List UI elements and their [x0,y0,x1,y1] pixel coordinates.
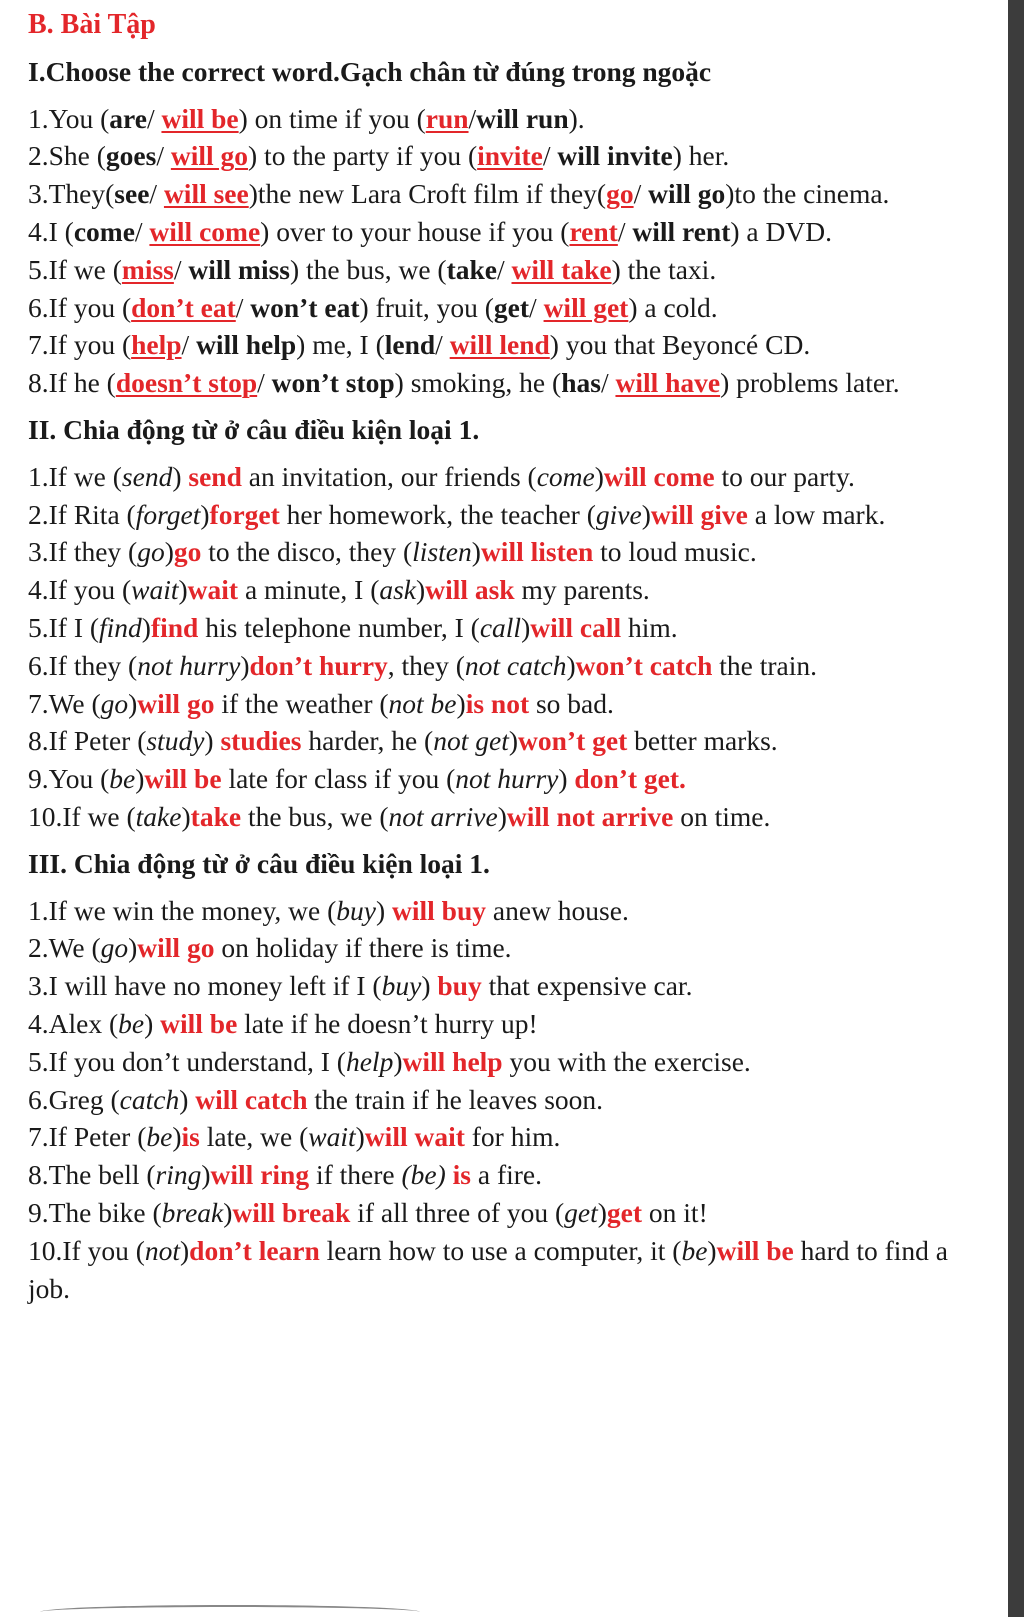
sentence-text: if there [309,1159,402,1191]
verb-hint: not catch [464,649,567,681]
option: get [493,291,530,323]
verb-hint: get [564,1196,598,1228]
sentence-text: 4.I ( [28,215,74,247]
answer: will listen [480,536,594,568]
verb-hint: be [681,1234,708,1266]
answer: will go [137,687,215,719]
list-item [28,289,948,327]
answer: studies [220,725,302,757]
section-2-list [28,458,948,836]
answer: will ask [425,574,515,606]
sentence-text: his telephone number, I ( [198,611,480,643]
sentence-text: ) [223,1196,233,1228]
list-item [28,722,948,760]
chosen-option: don’t eat [131,291,236,323]
verb-hint: send [121,460,173,492]
sentence-text: ) a cold. [628,291,718,323]
sentence-text: )the new Lara Croft film if they( [248,178,607,210]
sentence-text: on it! [642,1196,708,1228]
sentence-text: you with the exercise. [502,1045,751,1077]
sentence-text: / [617,215,633,247]
sentence-text: ) [178,574,188,606]
sentence-text: 8.The bell ( [28,1159,156,1191]
sentence-text: 5.If we ( [28,253,122,285]
sentence-text: 6.If they ( [28,649,138,681]
verb-hint: help [345,1045,394,1077]
list-item [28,458,948,496]
list-item [28,685,948,723]
verb-hint: call [479,611,522,643]
sentence-text: him. [621,611,678,643]
sentence-text: the bus, we ( [241,800,389,832]
sentence-text: / [633,178,649,210]
chosen-option: run [425,102,469,134]
verb-hint: ring [155,1159,202,1191]
option: will help [196,329,297,361]
sentence-text: ) the bus, we ( [290,253,447,285]
answer: find [150,611,199,643]
sentence-text: ) a DVD. [730,215,832,247]
list-item [28,1043,948,1081]
sentence-text: / [173,253,189,285]
sentence-text: 1.You ( [28,102,110,134]
verb-hint: ask [379,574,417,606]
sentence-text: ) problems later. [720,367,900,399]
answer: will break [232,1196,351,1228]
verb-hint: be [118,1007,145,1039]
sentence-text: 3.They( [28,178,115,210]
sentence-text: ) you that Beyoncé CD. [549,329,811,361]
sentence-text: ) [179,1083,196,1115]
verb-hint: go [137,536,165,568]
list-item [28,967,948,1005]
section-2-heading: II. Chia động từ ở câu điều kiện loại 1. [28,413,480,445]
chosen-option: will have [615,367,721,399]
verb-hint: be [146,1121,173,1153]
chosen-option: miss [121,253,174,285]
sentence-text: ) [144,1007,161,1039]
answer: buy [437,970,482,1002]
sentence-text: ) over to your house if you ( [260,215,570,247]
sentence-text: harder, he ( [301,725,434,757]
sentence-text: ) her. [672,140,730,172]
answer: is [181,1121,200,1153]
option: will invite [557,140,673,172]
sentence-text: ) me, I ( [296,329,385,361]
sentence-text: 6.Greg ( [28,1083,120,1115]
sentence-text: 2.If Rita ( [28,498,136,530]
sentence-text: a fire. [470,1159,542,1191]
sentence-text: ) [128,687,138,719]
answer: will come [603,460,715,492]
sentence-text: late, we ( [199,1121,309,1153]
answer: take [190,800,242,832]
sentence-text: ) [204,725,221,757]
list-item [28,1118,948,1156]
sentence-text: ) [594,460,604,492]
option: see [114,178,150,210]
answer: don’t get. [574,763,686,795]
sentence-text: / [134,215,150,247]
sentence-text: / [181,329,197,361]
sentence-text: ) [508,725,519,757]
sentence-text: ) fruit, you ( [359,291,494,323]
sentence-text: / [542,140,558,172]
page-title: B. Bài Tập [28,9,156,40]
sentence-text: ) [172,460,189,492]
list-item [28,175,948,213]
sentence-text: ) [181,800,191,832]
sentence-text: ) [521,611,531,643]
verb-hint: wait [308,1121,356,1153]
sentence-text: so bad. [529,687,614,719]
list-item [28,571,948,609]
sentence-text [446,1159,453,1190]
list-item [28,533,948,571]
sentence-text: ) [200,498,210,530]
list-item [28,760,948,798]
chosen-option: will see [163,178,249,210]
sentence-text: ) [141,611,151,643]
sentence-text: 9.You ( [28,763,110,795]
sentence-text: 4.If you ( [28,574,132,606]
sentence-text: 3.If they ( [28,536,138,568]
sentence-text: / [435,329,450,361]
list-item [28,1156,948,1194]
sentence-text: learn how to use a computer, it ( [319,1234,682,1266]
chosen-option: will lend [449,329,550,361]
section-1-list [28,100,948,402]
chosen-option: help [131,329,182,361]
option: won’t eat [250,291,360,323]
sentence-text: to loud music. [593,536,757,568]
section-3-heading: III. Chia động từ ở câu điều kiện loại 1. [28,847,490,879]
verb-hint: go [100,687,129,719]
sentence-text: / [496,253,512,285]
sentence-text: , they ( [387,649,465,681]
window-edge [1008,0,1024,1617]
sentence-text: / [156,140,171,172]
list-item [28,798,948,836]
list-item [28,251,948,289]
sentence-text: to the disco, they ( [201,536,413,568]
option: has [561,367,601,399]
sentence-text: the train. [712,649,818,681]
sentence-text: hard to find a job. [28,1234,948,1304]
sentence-text: a minute, I ( [238,574,380,606]
sentence-text: ) [558,763,575,795]
sentence-text: late if he doesn’t hurry up! [237,1007,538,1039]
sentence-text: 3.I will have no money left if I ( [28,970,382,1002]
verb-hint: catch [119,1083,180,1115]
sentence-text: ) [128,932,138,964]
verb-hint: come [536,460,595,492]
option: will go [648,178,726,210]
sentence-text: ). [568,102,585,134]
verb-hint: (be) [401,1159,446,1191]
list-item [28,326,948,364]
sentence-text: anew house. [486,894,629,926]
option: goes [105,140,157,172]
verb-hint: study [146,725,205,757]
list-item [28,609,948,647]
sentence-text: 2.We ( [28,932,101,964]
list-item [28,137,948,175]
answer: will ring [210,1159,310,1191]
option: lend [384,329,436,361]
list-item [28,1194,948,1232]
verb-hint: listen [412,536,472,568]
verb-hint: forget [135,498,201,530]
option: come [73,215,135,247]
answer: get [606,1196,643,1228]
answer: is [452,1159,471,1191]
list-item [28,647,948,685]
option: are [109,102,147,134]
sentence-text: ) [456,687,466,719]
sentence-text: ) [172,1121,182,1153]
chosen-option: will be [161,102,239,134]
chosen-option: will go [170,140,249,172]
sentence-text: 10.If we ( [28,800,136,832]
sentence-text: 2.She ( [28,140,106,172]
sentence-text: 7.If Peter ( [28,1121,147,1153]
sentence-text: ) [471,536,481,568]
sentence-text: 1.If we win the money, we ( [28,894,337,926]
sentence-text: her homework, the teacher ( [279,498,596,530]
verb-hint: give [595,498,642,530]
sentence-text: my parents. [514,574,650,606]
verb-hint: not hurry [137,649,241,681]
sentence-text: ) on time if you ( [238,102,426,134]
sentence-text: if the weather ( [214,687,389,719]
sentence-text: for him. [464,1121,561,1153]
sentence-text: / [149,178,164,210]
chosen-option: doesn’t stop [115,367,258,399]
sentence-text: that expensive car. [481,970,693,1002]
sentence-text: if all three of you ( [350,1196,565,1228]
list-item [28,213,948,251]
answer: will wait [364,1121,465,1153]
answer: will give [650,498,748,530]
sentence-text: on time. [673,800,771,832]
answer: will be [144,763,222,795]
verb-hint: buy [336,894,376,926]
list-item [28,892,948,930]
answer: is not [465,687,530,719]
sentence-text: / [235,291,251,323]
chosen-option: will take [511,253,612,285]
list-item [28,496,948,534]
chosen-option: go [606,178,634,210]
sentence-text: late for class if you ( [221,763,456,795]
sentence-text: / [257,367,272,399]
sentence-text: 8.If he ( [28,367,116,399]
sentence-text: ) smoking, he ( [394,367,562,399]
verb-hint: not be [388,687,457,719]
verb-hint: break [161,1196,224,1228]
chosen-option: will come [149,215,261,247]
sentence-text: ) [597,1196,607,1228]
answer: won’t catch [575,649,713,681]
list-item [28,1005,948,1043]
sentence-text: ) [135,763,145,795]
sentence-text: 5.If I ( [28,611,100,643]
sentence-text: / [468,102,477,134]
sentence-text: ) [497,800,507,832]
list-item [28,1232,948,1308]
sentence-text: )to the cinema. [725,178,890,210]
answer: will buy [392,894,487,926]
verb-hint: not arrive [388,800,498,832]
sentence-text: 10.If you ( [28,1234,145,1266]
sentence-text: ) [566,649,576,681]
answer: don’t hurry [249,649,388,681]
sentence-text: 6.If you ( [28,291,132,323]
answer: send [188,460,242,492]
sentence-text: ) [393,1045,403,1077]
sentence-text: an invitation, our friends ( [241,460,537,492]
sentence-text: / [146,102,162,134]
answer: forget [209,498,280,530]
option: take [446,253,497,285]
sentence-text: ) [180,1234,190,1266]
sentence-text: ) [707,1234,717,1266]
sentence-text: ) [416,574,426,606]
list-item [28,364,948,402]
sentence-text: a low mark. [747,498,886,530]
sentence-text: ) [375,894,393,926]
verb-hint: be [109,763,136,795]
sentence-text: 5.If you don’t understand, I ( [28,1045,346,1077]
sentence-text: 1.If we ( [28,460,122,492]
sentence-text: better marks. [627,725,778,757]
sentence-text: 7.If you ( [28,329,132,361]
sentence-text: / [600,367,616,399]
chosen-option: rent [569,215,618,247]
verb-hint: not [144,1234,180,1266]
sentence-text: ) [421,970,438,1002]
verb-hint: not get [433,725,509,757]
answer: go [173,536,202,568]
sentence-text: / [529,291,544,323]
sentence-text: ) to the party if you ( [248,140,478,172]
verb-hint: not hurry [455,763,559,795]
section-1-heading: I.Choose the correct word.Gạch chân từ đúng trong ngoặc [28,55,712,87]
sentence-text: ) [164,536,174,568]
answer: will call [530,611,622,643]
sentence-text: 8.If Peter ( [28,725,147,757]
sentence-text: 4.Alex ( [28,1007,119,1039]
sentence-text: on holiday if there is time. [214,932,512,964]
sentence-text: 7.We ( [28,687,101,719]
option: won’t stop [271,367,395,399]
sentence-text: ) [355,1121,365,1153]
verb-hint: go [100,932,129,964]
section-3-list [28,892,948,1308]
sentence-text: to our party. [714,460,855,492]
document-content [28,6,948,1307]
answer: will be [716,1234,794,1266]
answer: won’t get [518,725,628,757]
list-item [28,929,948,967]
answer: will go [137,932,215,964]
answer: will not arrive [506,800,674,832]
option: will run [476,102,569,134]
option: will miss [188,253,290,285]
chosen-option: will get [543,291,629,323]
answer: will be [160,1007,238,1039]
verb-hint: wait [131,574,179,606]
sentence-text: 9.The bike ( [28,1196,162,1228]
answer: will help [402,1045,503,1077]
chosen-option: invite [477,140,543,172]
answer: wait [187,574,239,606]
verb-hint: find [99,611,142,643]
verb-hint: buy [381,970,422,1002]
list-item [28,100,948,138]
sentence-text: ) the taxi. [611,253,717,285]
list-item [28,1081,948,1119]
verb-hint: take [135,800,182,832]
sentence-text: ) [641,498,651,530]
sentence-text: the train if he leaves soon. [307,1083,604,1115]
option: will rent [632,215,731,247]
answer: don’t learn [189,1234,320,1266]
sentence-text: ) [201,1159,211,1191]
answer: will catch [195,1083,308,1115]
sentence-text: ) [240,649,250,681]
